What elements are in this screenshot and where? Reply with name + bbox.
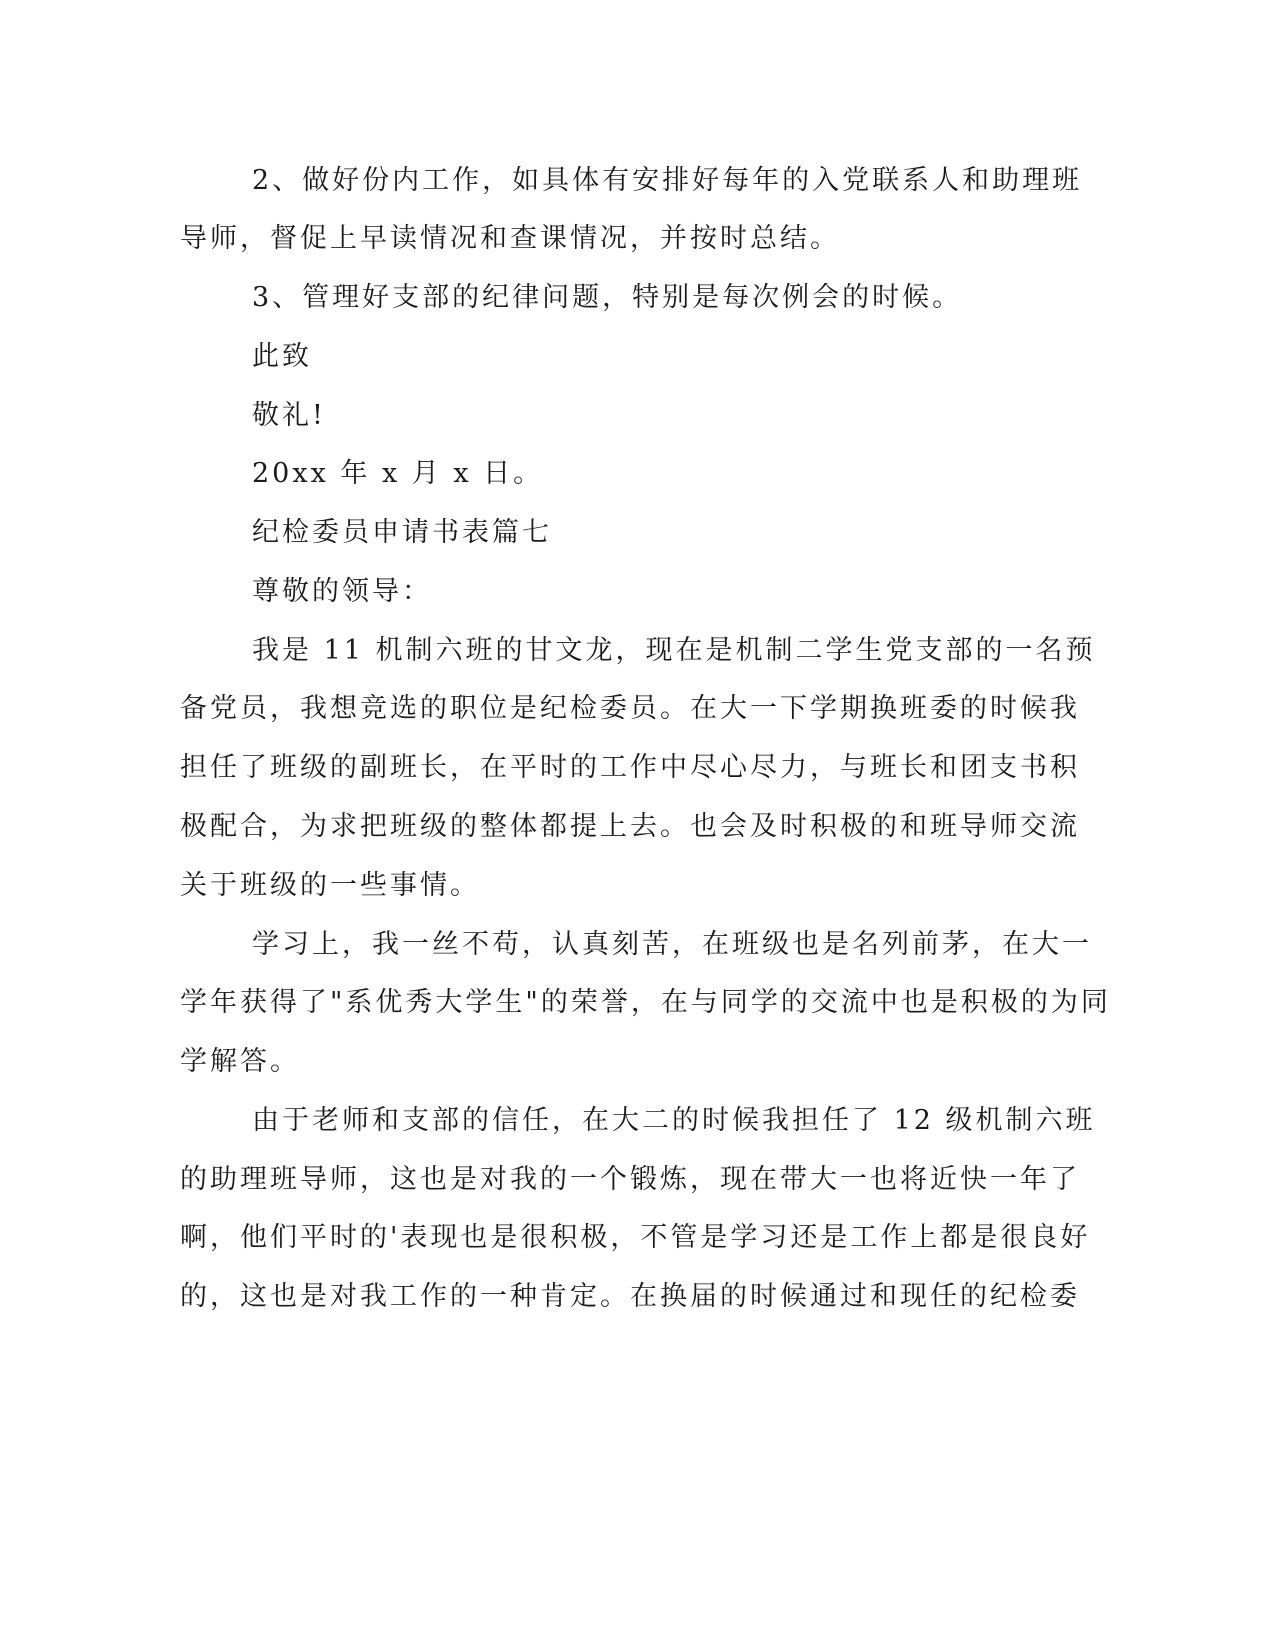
paragraph-line: 2、做好份内工作，如具体有安排好每年的入党联系人和助理班 [252,165,1083,196]
paragraph-line: 极配合，为求把班级的整体都提上去。也会及时积极的和班导师交流 [180,811,1080,842]
paragraph-line: 关于班级的一些事情。 [180,870,480,901]
greeting-line: 尊敬的领导： [252,576,432,607]
paragraph-line: 由于老师和支部的信任，在大二的时候我担任了 12 级机制六班 [252,1105,1096,1136]
paragraph-line: 啊，他们平时的'表现也是很积极，不管是学习还是工作上都是很良好 [180,1222,1091,1253]
paragraph-line: 学习上，我一丝不苟，认真刻苦，在班级也是名列前茅，在大一 [252,929,1092,960]
closing-line: 此致 [252,341,312,372]
paragraph-line: 学解答。 [180,1046,300,1077]
paragraph-line: 的，这也是对我工作的一种肯定。在换届的时候通过和现任的纪检委 [180,1281,1080,1312]
paragraph-line: 备党员，我想竞选的职位是纪检委员。在大一下学期换班委的时候我 [180,693,1080,724]
section-title: 纪检委员申请书表篇七 [252,517,552,548]
paragraph-line: 导师，督促上早读情况和查课情况，并按时总结。 [180,223,840,254]
paragraph-line: 3、管理好支部的纪律问题，特别是每次例会的时候。 [252,282,963,313]
paragraph-line: 的助理班导师，这也是对我的一个锻炼，现在带大一也将近快一年了 [180,1164,1080,1195]
paragraph-line: 担任了班级的副班长，在平时的工作中尽心尽力，与班长和团支书积 [180,752,1080,783]
date-line: 20xx 年 x 月 x 日。 [252,458,544,489]
paragraph-line: 学年获得了"系优秀大学生"的荣誉，在与同学的交流中也是积极的为同 [180,987,1111,1018]
salutation-line: 敬礼! [252,400,326,431]
paragraph-line: 我是 11 机制六班的甘文龙，现在是机制二学生党支部的一名预 [252,635,1096,666]
